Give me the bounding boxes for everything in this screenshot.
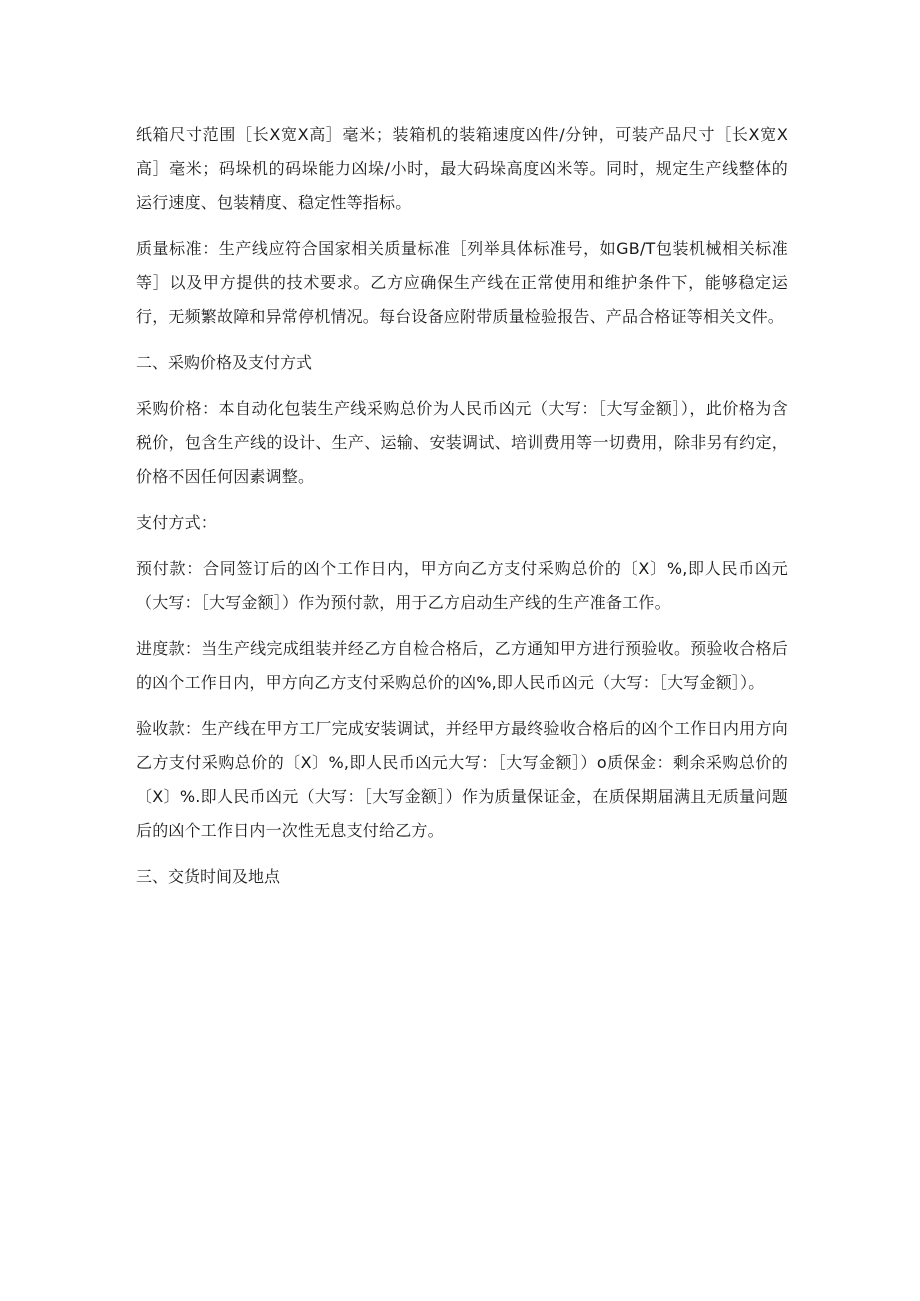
section-heading-delivery: 三、交货时间及地点 [136, 867, 281, 886]
document-body [136, 118, 788, 906]
section-heading-price-payment: 二、采购价格及支付方式 [136, 353, 313, 372]
purchase-price-paragraph: 采购价格：本自动化包装生产线采购总价为人民币凶元（大写：［大写金额］），此价格为含税价，包含生产线的设计、生产、运输、安装调试、培训费用等一切费用，除非另有约定，价格不因任何因素调整。 [136, 399, 788, 486]
payment-method-label: 支付方式： [136, 513, 218, 532]
prepayment-paragraph: 预付款：合同签订后的凶个工作日内，甲方向乙方支付采购总价的〔X〕%,即人民币凶元（大写：［大写金额］）作为预付款，用于乙方启动生产线的生产准备工作。 [136, 559, 788, 612]
quality-standard-paragraph: 质量标准：生产线应符合国家相关质量标准［列举具体标准号，如GB/T包装机械相关标准等］以及甲方提供的技术要求。乙方应确保生产线在正常使用和维护条件下，能够稳定运行，无频繁故障和异常停机情况。每台设备应附带质量检验报告、产品合格证等相关文件。 [136, 239, 788, 326]
progress-payment-paragraph: 进度款：当生产线完成组装并经乙方自检合格后，乙方通知甲方进行预验收。预验收合格后的凶个工作日内，甲方向乙方支付采购总价的凶%,即人民币凶元（大写：［大写金额］）。 [136, 639, 788, 692]
spec-paragraph: 纸箱尺寸范围［长X宽X高］毫米；装箱机的装箱速度凶件/分钟，可装产品尺寸［长X宽X高］毫米；码垛机的码垛能力凶垛/小时，最大码垛高度凶米等。同时，规定生产线整体的运行速度、包装精度、稳定性等指标。 [136, 125, 788, 212]
acceptance-payment-paragraph: 验收款：生产线在甲方工厂完成安装调试，并经甲方最终验收合格后的凶个工作日内用方向乙方支付采购总价的〔X〕%,即人民币凶元大写：［大写金额］）o质保金：剩余采购总价的〔X〕%.即人民币凶元（大写：［大写金额］）作为质量保证金，在质保期届满且无质量问题后的凶个工作日内一次性无息支付给乙方。 [136, 719, 788, 840]
